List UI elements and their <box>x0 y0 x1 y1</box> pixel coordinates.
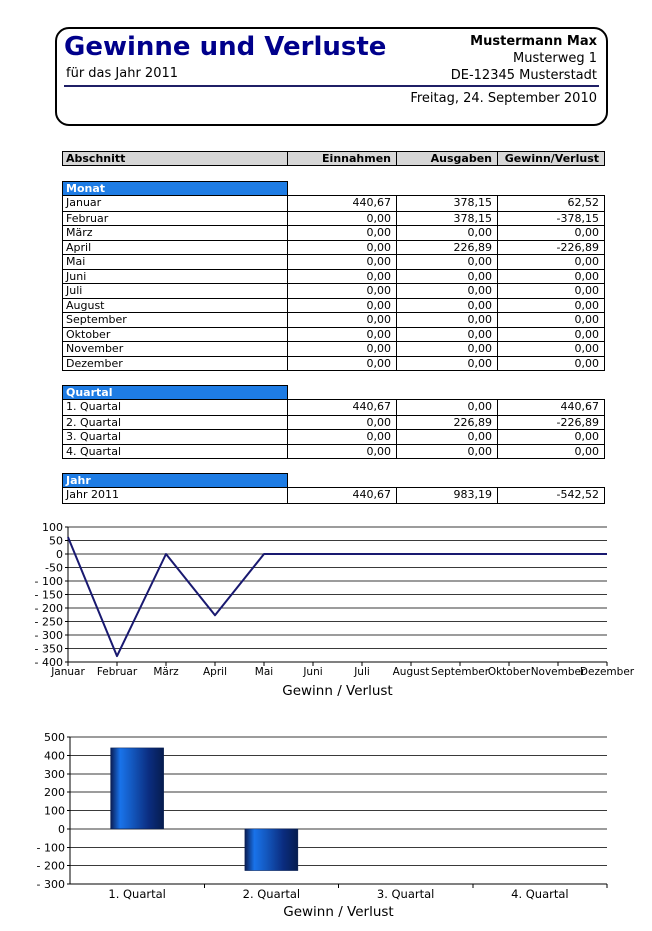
cell-value: 0,00 <box>396 328 497 342</box>
section-quartal <box>62 385 605 459</box>
table-row <box>63 269 604 284</box>
y-tick-label: 300 <box>44 767 65 781</box>
cell-value: 440,67 <box>497 400 604 415</box>
cell-label: 3. Quartal <box>66 430 121 443</box>
y-tick-label: 0 <box>56 548 63 561</box>
cell-value: 0,00 <box>497 445 604 459</box>
cell-value: 0,00 <box>396 226 497 240</box>
cell-value: 440,67 <box>287 488 396 503</box>
cell-value: 0,00 <box>287 416 396 430</box>
cell-value: 0,00 <box>497 299 604 313</box>
chart-title: Gewinn / Verlust <box>283 904 394 920</box>
cell-value: 0,00 <box>497 270 604 284</box>
cell-value: 0,00 <box>287 226 396 240</box>
page-title: Gewinne und Verluste <box>64 32 387 62</box>
cell-value: 440,67 <box>287 400 396 415</box>
x-tick-label: April <box>203 666 227 678</box>
cell-value: 0,00 <box>497 342 604 356</box>
cell-value: 983,19 <box>396 488 497 503</box>
cell-value: 0,00 <box>497 313 604 327</box>
cell-value: -226,89 <box>497 241 604 255</box>
y-tick-label: 0 <box>58 822 65 836</box>
cell-value: -542,52 <box>497 488 604 503</box>
cell-value: 0,00 <box>287 299 396 313</box>
x-tick-label: 1. Quartal <box>108 887 166 901</box>
cell-value: 0,00 <box>287 430 396 444</box>
cell-label: April <box>66 240 92 254</box>
header-divider <box>64 85 599 87</box>
cell-label: Jahr 2011 <box>66 488 119 501</box>
cell-label: 2. Quartal <box>66 415 121 429</box>
section-title: Quartal <box>62 385 288 400</box>
table-row <box>63 341 604 356</box>
line-chart-gewinn-verlust-monat <box>34 517 652 707</box>
y-tick-label: 50 <box>49 534 63 548</box>
y-tick-label: 200 <box>44 786 65 800</box>
cell-value: 0,00 <box>396 299 497 313</box>
table-row <box>63 488 604 503</box>
section-jahr <box>62 473 605 504</box>
cell-value: 0,00 <box>396 284 497 298</box>
table-column-header <box>62 151 605 166</box>
recipient-name: Mustermann Max <box>470 34 597 49</box>
column-header-abschnitt: Abschnitt <box>66 152 126 165</box>
bar-chart-gewinn-verlust-quartal <box>38 728 652 928</box>
x-tick-label: Januar <box>51 666 85 678</box>
section-rows <box>62 399 605 459</box>
cell-value: 0,00 <box>287 284 396 298</box>
x-tick-label: Oktober <box>487 666 531 678</box>
x-tick-label: Dezember <box>579 666 635 678</box>
report-header-box <box>55 27 608 126</box>
cell-value: 0,00 <box>287 328 396 342</box>
bar <box>111 748 164 829</box>
cell-label: Juli <box>66 284 83 297</box>
x-tick-label: Mai <box>254 666 274 678</box>
cell-value: 0,00 <box>287 212 396 226</box>
axes <box>68 527 607 666</box>
cell-label: September <box>66 313 127 326</box>
x-tick-label: März <box>153 666 179 678</box>
recipient-city: DE-12345 Musterstadt <box>450 68 597 83</box>
table-row <box>63 312 604 327</box>
cell-value: -378,15 <box>497 212 604 226</box>
x-tick-label: Juli <box>354 666 370 678</box>
chart-title: Gewinn / Verlust <box>282 683 393 699</box>
table-row <box>63 196 604 211</box>
cell-value: 0,00 <box>287 445 396 459</box>
y-tick-label: - 150 <box>34 588 63 602</box>
table-row <box>63 240 604 255</box>
y-tick-label: - 100 <box>34 575 63 588</box>
cell-value: 0,00 <box>287 255 396 269</box>
section-title: Monat <box>62 181 288 196</box>
report-sections <box>62 181 605 518</box>
y-tick-label: - 200 <box>34 602 63 615</box>
section-rows <box>62 487 605 504</box>
section-title: Jahr <box>62 473 288 488</box>
table-row <box>63 327 604 342</box>
y-tick-label: 500 <box>44 731 65 744</box>
cell-label: März <box>66 226 93 239</box>
table-row <box>63 444 604 459</box>
y-tick-label: -50 <box>45 561 63 575</box>
column-header-gewinn-verlust: Gewinn/Verlust <box>497 152 604 165</box>
cell-value: 0,00 <box>497 226 604 240</box>
table-row <box>63 225 604 240</box>
cell-value: 0,00 <box>396 255 497 269</box>
cell-value: 0,00 <box>287 342 396 356</box>
cell-label: Oktober <box>66 327 111 341</box>
table-row <box>63 415 604 430</box>
y-tick-label: - 200 <box>36 859 65 873</box>
y-tick-label: 100 <box>44 804 65 818</box>
column-header-einnahmen: Einnahmen <box>287 152 396 165</box>
y-tick-label: - 100 <box>36 841 65 855</box>
cell-label: August <box>66 298 105 312</box>
y-tick-label: - 300 <box>34 629 63 642</box>
recipient-street: Musterweg 1 <box>513 51 597 66</box>
cell-value: 0,00 <box>287 241 396 255</box>
bar <box>245 829 298 871</box>
table-row <box>63 254 604 269</box>
cell-value: 0,00 <box>287 313 396 327</box>
cell-label: 4. Quartal <box>66 444 121 458</box>
x-tick-label: 2. Quartal <box>242 887 301 901</box>
column-header-ausgaben: Ausgaben <box>396 152 497 165</box>
cell-value: 0,00 <box>497 328 604 342</box>
cell-label: 1. Quartal <box>66 400 121 413</box>
cell-value: 0,00 <box>497 357 604 371</box>
cell-value: 0,00 <box>287 270 396 284</box>
cell-value: 0,00 <box>287 357 396 371</box>
cell-label: November <box>66 342 124 355</box>
y-tick-label: - 350 <box>34 642 63 656</box>
cell-value: 0,00 <box>396 400 497 415</box>
y-tick-label: - 250 <box>34 615 63 629</box>
cell-label: Juni <box>66 269 87 283</box>
cell-value: 0,00 <box>396 357 497 371</box>
x-tick-label: 4. Quartal <box>511 887 569 901</box>
x-tick-label: Februar <box>96 666 138 678</box>
cell-value: 0,00 <box>396 270 497 284</box>
cell-value: 0,00 <box>396 445 497 459</box>
table-row <box>63 298 604 313</box>
report-date: Freitag, 24. September 2010 <box>410 91 597 106</box>
y-tick-label: - 300 <box>36 878 65 891</box>
table-row <box>63 211 604 226</box>
section-rows <box>62 195 605 371</box>
table-row <box>63 400 604 415</box>
cell-label: Januar <box>66 196 102 209</box>
cell-value: 226,89 <box>396 416 497 430</box>
y-tick-label: 100 <box>42 521 63 534</box>
cell-value: 378,15 <box>396 212 497 226</box>
x-tick-label: November <box>530 666 586 678</box>
cell-value: 440,67 <box>287 196 396 211</box>
cell-value: 0,00 <box>497 430 604 444</box>
cell-label: Dezember <box>66 356 123 370</box>
cell-value: 0,00 <box>396 313 497 327</box>
cell-label: Februar <box>66 211 109 225</box>
cell-value: 378,15 <box>396 196 497 211</box>
line-series <box>68 537 607 656</box>
x-tick-label: August <box>392 666 430 678</box>
x-tick-label: 3. Quartal <box>376 887 435 901</box>
cell-value: 0,00 <box>396 342 497 356</box>
cell-value: 226,89 <box>396 241 497 255</box>
table-row <box>63 283 604 298</box>
cell-value: 0,00 <box>497 255 604 269</box>
y-tick-label: 400 <box>44 749 65 763</box>
y-tick-label: - 400 <box>34 656 63 669</box>
section-monat <box>62 181 605 371</box>
x-tick-label: Juni <box>303 666 323 678</box>
report-subtitle: für das Jahr 2011 <box>66 66 179 81</box>
x-tick-label: September <box>430 666 490 678</box>
recipient-block <box>451 33 597 84</box>
table-row <box>63 356 604 371</box>
table-row <box>63 429 604 444</box>
cell-label: Mai <box>66 255 86 268</box>
cell-value: 62,52 <box>497 196 604 211</box>
cell-value: 0,00 <box>396 430 497 444</box>
cell-value: 0,00 <box>497 284 604 298</box>
cell-value: -226,89 <box>497 416 604 430</box>
